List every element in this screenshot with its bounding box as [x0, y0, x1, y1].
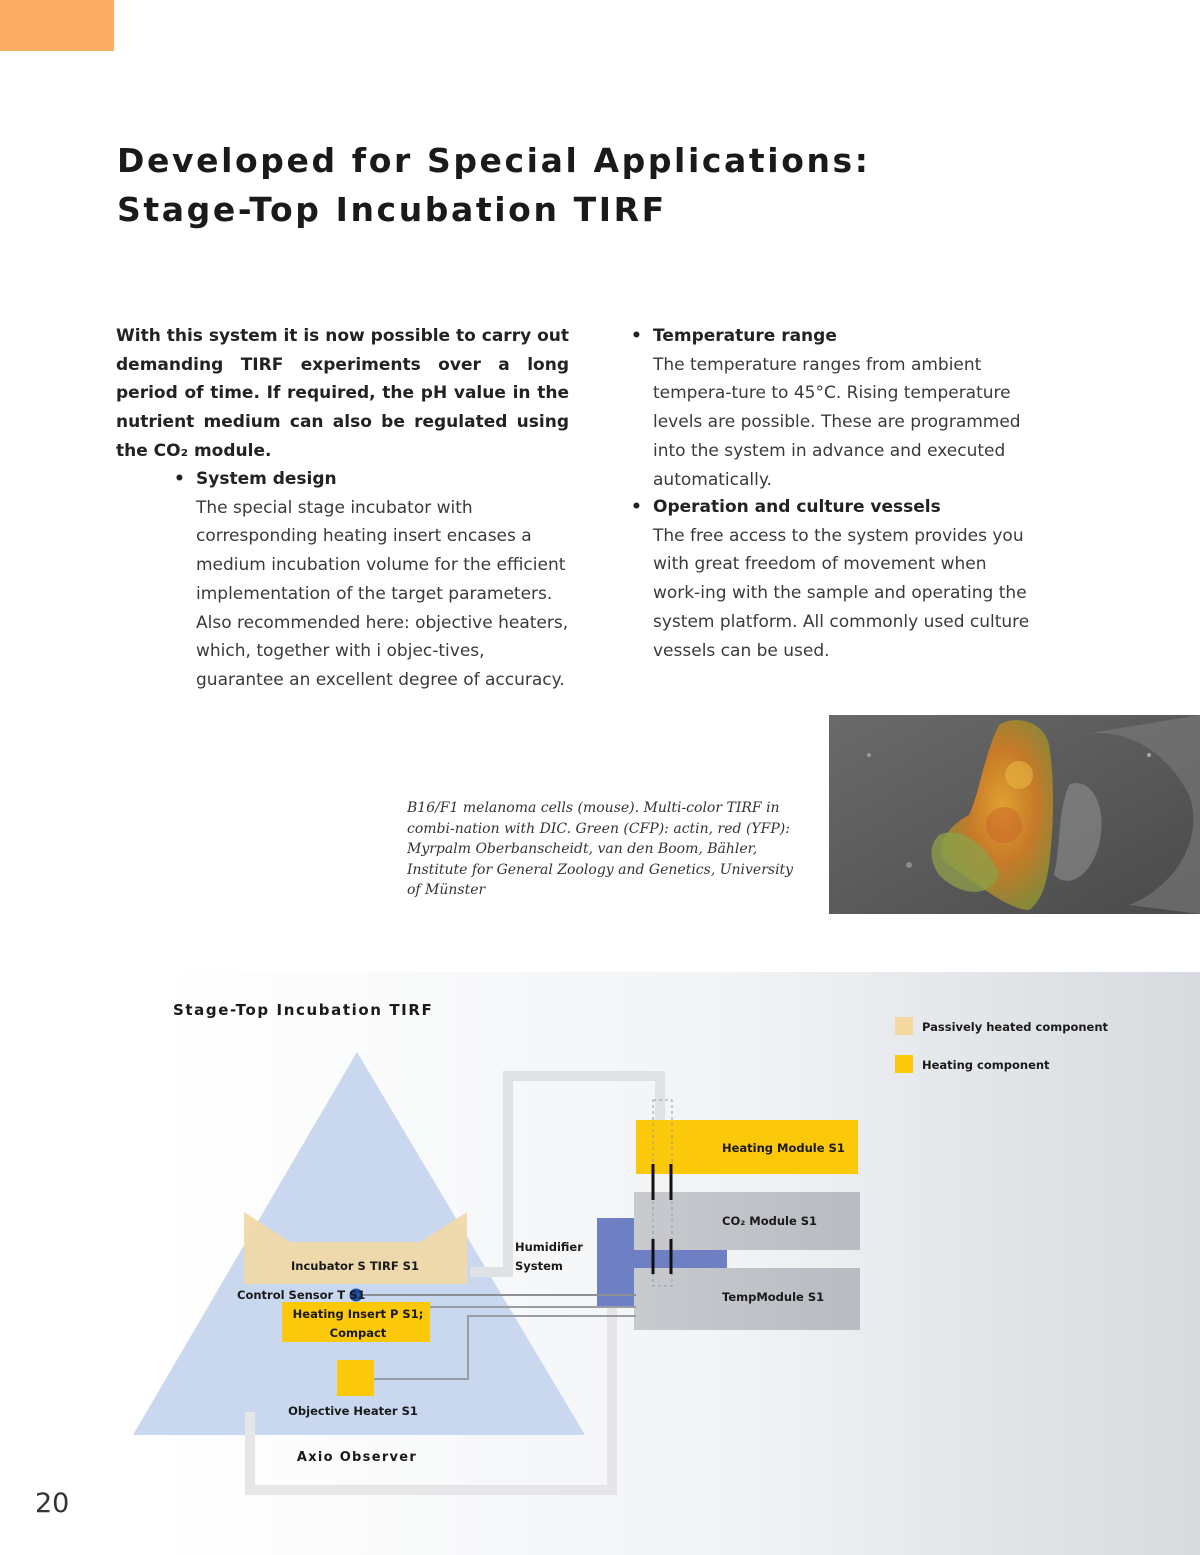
bullet-dot: •	[631, 497, 642, 517]
humidifier-label-line1: Humidifier	[515, 1240, 583, 1254]
incubation-diagram	[0, 972, 1200, 1555]
objective-heater-label: Objective Heater S1	[288, 1404, 418, 1418]
bullet-system-design	[174, 465, 576, 695]
legend-swatch-heating	[895, 1055, 913, 1073]
page-title	[117, 136, 871, 234]
incubator-label: Incubator S TIRF S1	[291, 1259, 419, 1273]
bullet-text: The free access to the system provides you with great freedom of movement when work-ing with the sample and operating the system platform. All commonly used culture vessels can be used.	[653, 525, 1030, 661]
page-title-line-1: Developed for Special Applications:	[117, 141, 871, 180]
bullet-operation-culture-vessels	[631, 493, 1033, 665]
bullet-heading: Operation and culture vessels	[653, 497, 941, 517]
heating-module-label: Heating Module S1	[722, 1141, 845, 1155]
page-number: 20	[35, 1488, 70, 1519]
co2-module-label: CO₂ Module S1	[722, 1214, 818, 1228]
intro-paragraph: With this system it is now possible to carry out demanding TIRF experiments over a long period of time. If required, the pH value in the nutrient medium can also be regulated using the CO₂ module.	[116, 326, 569, 461]
bullet-dot: •	[631, 326, 642, 346]
microscopy-image	[829, 715, 1200, 914]
microscope-label: Axio Observer	[296, 1450, 418, 1465]
bullet-text: The special stage incubator with corresponding heating insert encases a medium incubation volume for the efficient implementation of the target parameters. Also recommended here: objective heaters, which, together with i objec-tives, guarantee an excellent degree of accuracy.	[196, 497, 569, 690]
bullet-temperature-range	[631, 322, 1033, 494]
diagram-title: Stage-Top Incubation TIRF	[173, 1001, 434, 1019]
temp-module-label: TempModule S1	[722, 1290, 825, 1304]
bullet-dot: •	[174, 469, 185, 489]
page-title-line-2: Stage-Top Incubation TIRF	[117, 190, 667, 229]
bullet-heading: System design	[196, 469, 337, 489]
corner-tab	[0, 0, 114, 51]
humidifier-label-line2: System	[515, 1259, 563, 1273]
legend-swatch-passive	[895, 1017, 913, 1035]
legend-label-heating: Heating component	[922, 1058, 1050, 1072]
control-sensor-label: Control Sensor T S1	[237, 1288, 366, 1302]
objective-heater	[337, 1360, 374, 1396]
image-caption: B16/F1 melanoma cells (mouse). Multi-color TIRF in combi-nation with DIC. Green (CFP): actin, red (YFP): Myrpalm Oberbanscheidt, van den Boom, Bähler, Institute for General Zoology and Genetics, University of Münster	[407, 800, 794, 898]
bullet-text: The temperature ranges from ambient tempera-ture to 45°C. Rising temperature levels are possible. These are programmed into the system in advance and executed automatically.	[653, 354, 1021, 490]
heating-insert-label-line1: Heating Insert P S1;	[292, 1307, 424, 1321]
bullet-heading: Temperature range	[653, 326, 837, 346]
legend-label-passive: Passively heated component	[922, 1020, 1109, 1034]
heating-insert-label-line2: Compact	[329, 1326, 387, 1340]
